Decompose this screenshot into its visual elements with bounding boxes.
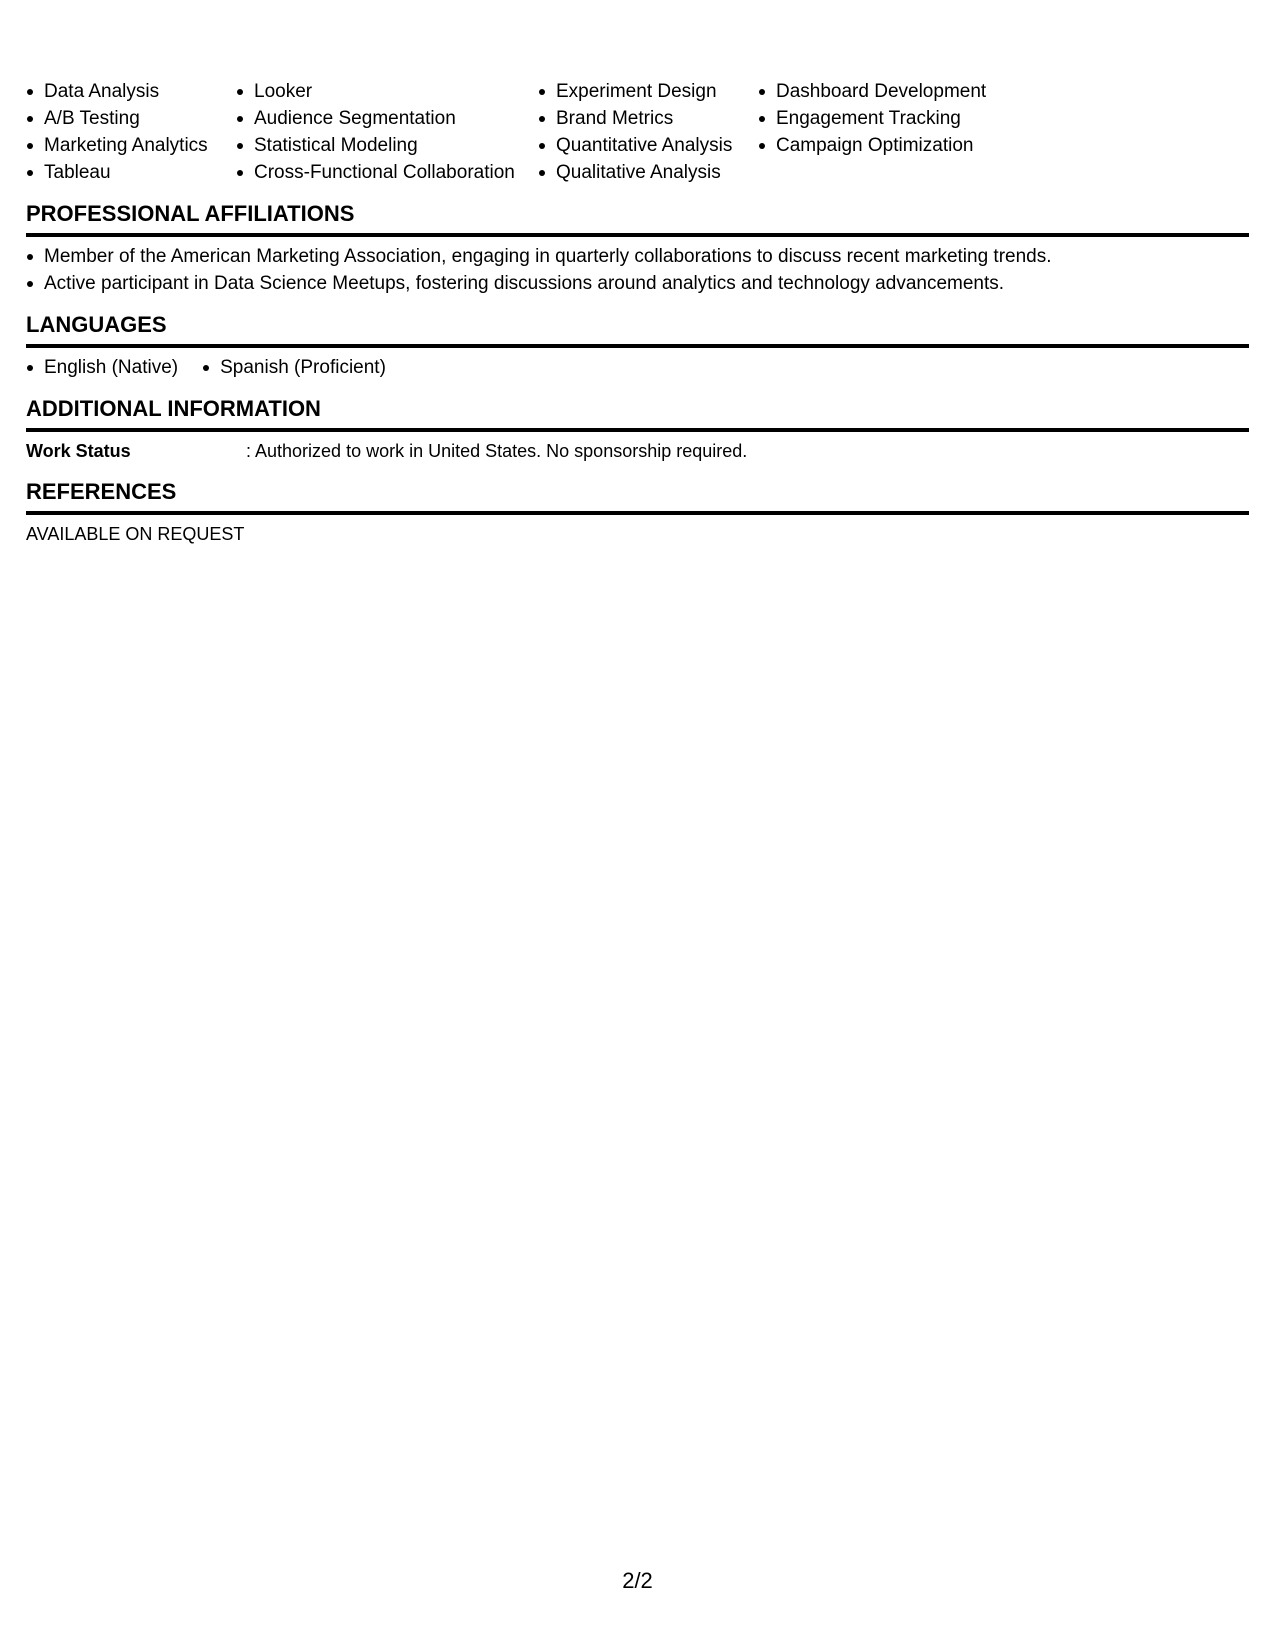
section-heading-additional-information: ADDITIONAL INFORMATION [26,395,1249,432]
skill-item: Brand Metrics [538,105,758,132]
affiliations-list [26,243,1249,297]
work-status-row [26,438,1249,464]
skill-item: Experiment Design [538,78,758,105]
section-heading-affiliations: PROFESSIONAL AFFILIATIONS [26,200,1249,237]
work-status-value: : Authorized to work in United States. No sponsorship required. [246,441,748,461]
skills-list [26,78,1249,186]
skill-item: Cross-Functional Collaboration [236,159,538,186]
skills-column-2 [236,78,538,186]
section-heading-languages: LANGUAGES [26,311,1249,348]
affiliation-item: Active participant in Data Science Meetups, fostering discussions around analytics and technology advancements. [26,270,1249,297]
skills-column-3 [538,78,758,186]
skill-item: Quantitative Analysis [538,132,758,159]
skill-item: Dashboard Development [758,78,1018,105]
skill-item: Looker [236,78,538,105]
section-heading-references: REFERENCES [26,478,1249,515]
skill-item: Engagement Tracking [758,105,1018,132]
skill-item: Tableau [26,159,236,186]
language-item: English (Native) [26,354,178,381]
references-text: AVAILABLE ON REQUEST [26,524,245,544]
skills-column-4 [758,78,1018,186]
skill-item: Audience Segmentation [236,105,538,132]
skill-item: Data Analysis [26,78,236,105]
skill-item: Campaign Optimization [758,132,1018,159]
work-status-label: Work Status [26,441,131,461]
skill-item: Qualitative Analysis [538,159,758,186]
page-number: 2/2 [622,1568,653,1593]
skills-column-1 [26,78,236,186]
skill-item: Marketing Analytics [26,132,236,159]
languages-list [26,354,1249,381]
language-item: Spanish (Proficient) [202,354,386,381]
skill-item: Statistical Modeling [236,132,538,159]
affiliation-item: Member of the American Marketing Association, engaging in quarterly collaborations to discuss recent marketing trends. [26,243,1249,270]
resume-page [26,78,1249,547]
skill-item: A/B Testing [26,105,236,132]
